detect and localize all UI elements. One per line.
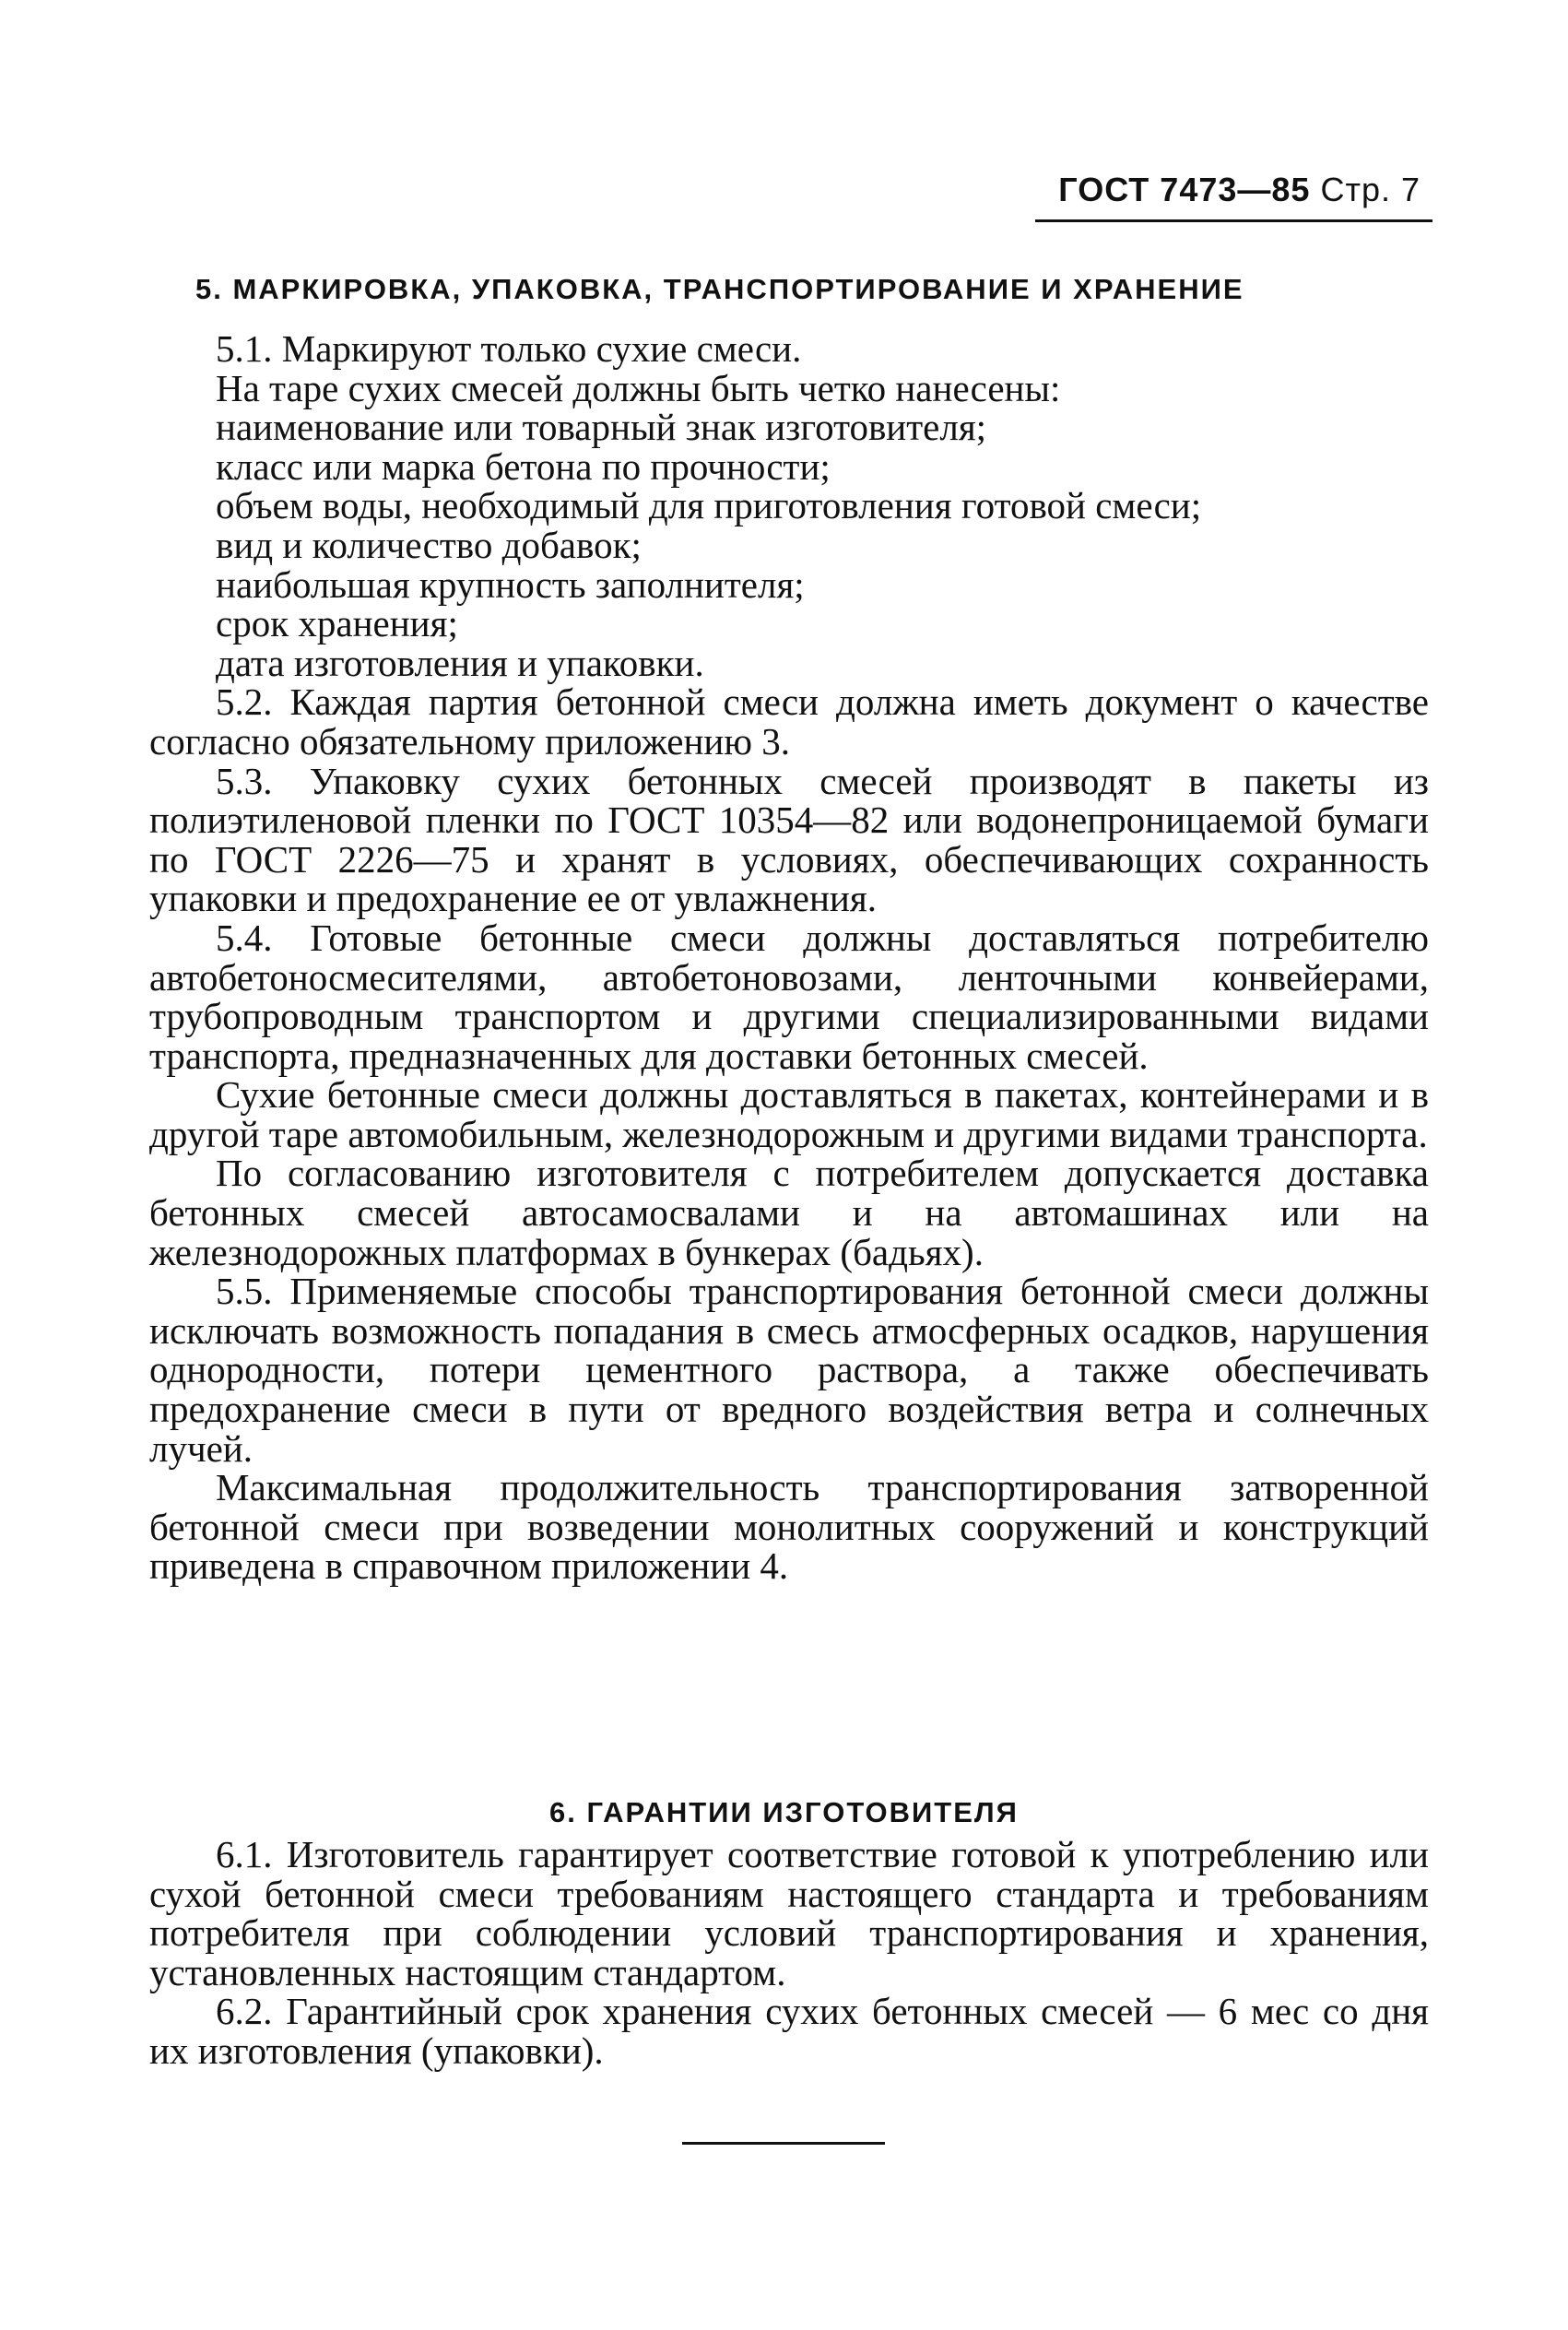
- section-6-body: [149, 1835, 1429, 2071]
- section-5-title: 5. МАРКИРОВКА, УПАКОВКА, ТРАНСПОРТИРОВАНИЕ И ХРАНЕНИЕ: [195, 273, 1244, 305]
- section-6-title: 6. ГАРАНТИИ ИЗГОТОВИТЕЛЯ: [549, 1796, 1019, 1828]
- list-item: наибольшая крупность заполнителя;: [216, 562, 805, 606]
- end-divider: [682, 2142, 885, 2145]
- paragraph-6-1: 6.1. Изготовитель гарантирует соответствие готовой к употреблению или сухой бетонной смеси требованиям настоящего стандарта и требованиям потребителя при соблюдении условий транспортирования и хранения, установленных настоящим стандартом.: [149, 1833, 1429, 1993]
- paragraph: Сухие бетонные смеси должны доставляться в пакетах, контейнерами и в другой таре автомобильным, железнодорожным и другими видами транспорта.: [149, 1073, 1429, 1155]
- list-item: объем воды, необходимый для приготовления готовой смеси;: [216, 484, 1202, 527]
- list-item: класс или марка бетона по прочности;: [216, 444, 831, 488]
- paragraph-5-1: 5.1. Маркируют только сухие смеси.: [216, 327, 802, 370]
- document-id: ГОСТ 7473—85: [1058, 171, 1311, 208]
- list-item: вид и количество добавок;: [216, 523, 642, 566]
- section-5-body: [149, 329, 1429, 1586]
- list-item: дата изготовления и упаковки.: [216, 641, 704, 684]
- paragraph-5-2: 5.2. Каждая партия бетонной смеси должна иметь документ о качестве согласно обязательному приложению 3.: [149, 680, 1429, 763]
- list-item: срок хранения;: [216, 602, 458, 645]
- paragraph-5-5: 5.5. Применяемые способы транспортирования бетонной смеси должны исключать возможность попадания в смесь атмосферных осадков, нарушения однородности, потери цементного раствора, а также обеспечивать предохранение смеси в пути от вредного воздействия ветра и солнечных лучей.: [149, 1270, 1429, 1470]
- paragraph: Максимальная продолжительность транспортирования затворенной бетонной смеси при возведении монолитных сооружений и конструкций приведена в справочном приложении 4.: [149, 1466, 1429, 1588]
- paragraph-6-2: 6.2. Гарантийный срок хранения сухих бетонных смесей — 6 мес со дня их изготовления (упаковки).: [149, 1990, 1429, 2072]
- page-header: [1058, 171, 1421, 209]
- paragraph-5-3: 5.3. Упаковку сухих бетонных смесей производят в пакеты из полиэтиленовой пленки по ГОСТ 10354—82 или водонепроницаемой бумаги по ГОСТ 2226—75 и хранят в условиях, обеспечивающих сохранность упаковки и предохранение ее от увлажнения.: [149, 759, 1429, 920]
- list-item: наименование или товарный знак изготовителя;: [216, 406, 987, 449]
- paragraph-5-4: 5.4. Готовые бетонные смеси должны доставляться потребителю автобетоносмесителями, автобетоновозами, ленточными конвейерами, трубопроводным транспортом и другими специализированными видами транспорта, предназначенных для доставки бетонных смесей.: [149, 916, 1429, 1077]
- paragraph: По согласованию изготовителя с потребителем допускается доставка бетонных смесей автосамосвалами и на автомашинах или на железнодорожных платформах в бункерах (бадьях).: [149, 1152, 1429, 1273]
- header-divider: [1035, 219, 1432, 222]
- page-number: Стр. 7: [1320, 171, 1421, 208]
- paragraph: На таре сухих смесей должны быть четко нанесены:: [216, 366, 1061, 409]
